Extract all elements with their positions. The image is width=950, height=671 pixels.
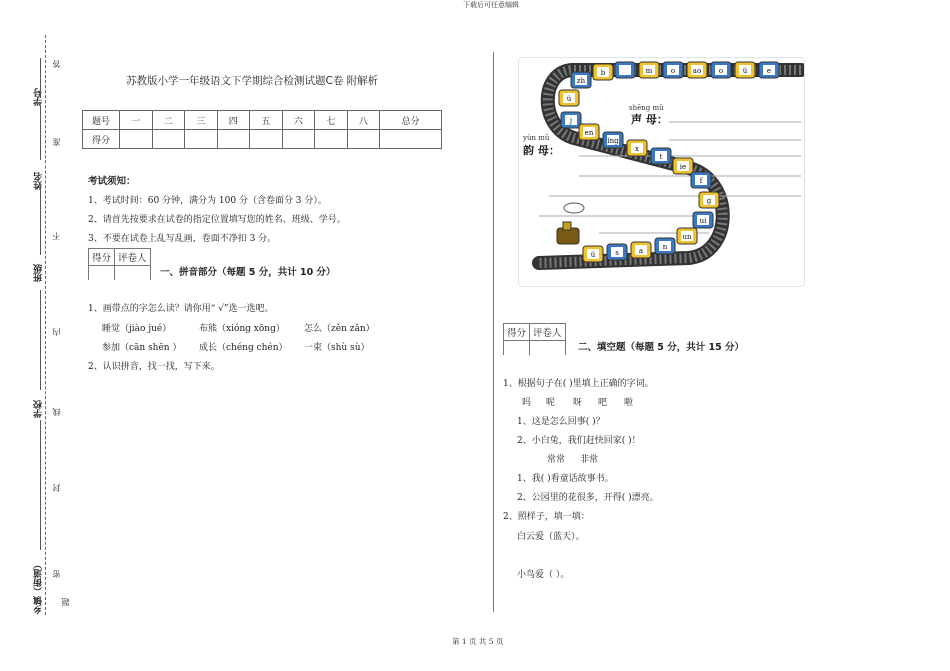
score-table-score-row xyxy=(83,130,442,149)
notes-item-1: 1、考试时间：60 分钟，满分为 100 分（含卷面分 3 分）。 xyxy=(88,196,327,206)
pinyin-block-label: un xyxy=(682,233,692,241)
pinyin-block-window xyxy=(619,65,631,75)
grader-reviewer-cell[interactable] xyxy=(115,266,151,281)
binding-mark-da: 答 xyxy=(52,60,61,68)
pinyin-train-svg xyxy=(519,58,804,286)
pinyin-block-label: ui xyxy=(699,217,707,225)
fill-sentence-2[interactable]: 2、小白兔，我们赶快回家( )！ xyxy=(517,436,641,446)
section1-heading: 一、拼音部分（每题 5 分，共计 10 分） xyxy=(160,267,336,278)
pinyin-block-label: o xyxy=(718,67,724,75)
score-col-4: 四 xyxy=(217,111,250,130)
score-col-total: 总分 xyxy=(380,111,442,130)
train-smoke xyxy=(564,203,584,213)
pinyin-block-label: g xyxy=(706,197,712,205)
notes-heading: 考试须知： xyxy=(88,176,136,187)
notes-item-2: 2、请首先按要求在试卷的指定位置填写您的姓名、班级、学号。 xyxy=(88,215,346,225)
section2-q2: 2、照样子，填一填： xyxy=(503,512,590,522)
grader-box-2 xyxy=(503,323,566,355)
fill-sentence-1[interactable]: 1、这是怎么回事( )？ xyxy=(517,417,605,427)
fill-sentence-4[interactable]: 2、公园里的花很多，开得( )漂亮。 xyxy=(517,493,659,503)
pinyin-block-label: en xyxy=(584,129,594,137)
section1-q2: 2、认识拼音，找一找，写下来。 xyxy=(88,362,220,372)
yunmu-label: 韵 母： xyxy=(523,144,560,157)
grader-box-1 xyxy=(88,248,151,280)
word-choice: 非常 xyxy=(580,455,599,465)
grader-score-label: 得分 xyxy=(504,324,530,341)
notes-item-3: 3、不要在试卷上乱写乱画，卷面不净扣 3 分。 xyxy=(88,234,277,244)
grader-score-cell[interactable] xyxy=(504,341,530,356)
word-choice: 啦 xyxy=(624,398,634,408)
score-col-8: 八 xyxy=(347,111,380,130)
pinyin-option-1[interactable]: 睡觉（jiào jué） xyxy=(102,324,172,334)
header-note: 下载后可任意编辑 xyxy=(463,1,519,9)
binding-mark-ti: 题 xyxy=(61,598,70,606)
grader-score-cell[interactable] xyxy=(89,266,115,281)
pinyin-block-label: x xyxy=(635,145,639,153)
pinyin-option-6[interactable]: 一束（shù sù） xyxy=(304,343,370,353)
binding-mark-mi: 密 xyxy=(52,570,61,578)
pinyin-option-3[interactable]: 怎么（zěn zǎn） xyxy=(304,324,375,334)
score-cell[interactable] xyxy=(185,130,218,149)
example-sentence: 白云爱（蓝天）。 xyxy=(517,532,585,542)
score-cell[interactable] xyxy=(120,130,153,149)
word-choice: 呀 xyxy=(573,398,583,408)
pinyin-block-label: f xyxy=(699,177,703,185)
fill-sentence-3[interactable]: 1、我( )看童话故事书。 xyxy=(517,474,614,484)
pinyin-block-label: e xyxy=(766,67,772,75)
pinyin-option-5[interactable]: 成长（chéng chén） xyxy=(199,343,288,353)
section2-heading: 二、填空题（每题 5 分，共计 15 分） xyxy=(578,342,745,353)
score-cell[interactable] xyxy=(282,130,315,149)
score-cell[interactable] xyxy=(152,130,185,149)
score-cell[interactable] xyxy=(217,130,250,149)
fill-line-4 xyxy=(40,420,41,550)
binding-mark-feng: 封 xyxy=(52,484,61,492)
student-id-label: 学号 xyxy=(34,88,44,106)
score-col-6: 六 xyxy=(282,111,315,130)
fill-line-2 xyxy=(40,185,41,255)
pinyin-block-label: ao xyxy=(692,67,702,75)
class-label: 班级 xyxy=(34,264,44,282)
pinyin-train-illustration xyxy=(518,57,805,287)
word-choice: 呢 xyxy=(546,398,556,408)
score-cell[interactable] xyxy=(250,130,283,149)
section2-q1: 1、根据句子在( )里填上正确的字词。 xyxy=(503,379,654,389)
pinyin-option-4[interactable]: 参加（cān shēn ） xyxy=(102,343,182,353)
pinyin-block-label: s xyxy=(615,249,619,257)
column-divider xyxy=(493,52,494,612)
grader-reviewer-label: 评卷人 xyxy=(115,249,151,266)
binding-dashed-line xyxy=(45,35,46,615)
grader-reviewer-label: 评卷人 xyxy=(530,324,566,341)
pinyin-block-label: a xyxy=(638,247,644,255)
pinyin-block-label: ing xyxy=(607,137,619,145)
binding-mark-zhun: 准 xyxy=(52,138,61,146)
binding-mark-xian: 线 xyxy=(52,408,61,416)
grader-reviewer-cell[interactable] xyxy=(530,341,566,356)
score-col-3: 三 xyxy=(185,111,218,130)
pinyin-block-label: b xyxy=(600,69,606,77)
pinyin-blocks xyxy=(559,62,779,262)
student-id-line xyxy=(40,58,41,98)
pinyin-block-label: o xyxy=(670,67,676,75)
name-label: 姓名 xyxy=(34,172,44,190)
word-choice: 常常 xyxy=(547,455,566,465)
score-table-header-row xyxy=(83,111,442,130)
pinyin-block-label: ie xyxy=(679,163,687,171)
township-label: 乡镇（街道） xyxy=(34,560,44,614)
word-choice: 吗 xyxy=(522,398,532,408)
score-col-5: 五 xyxy=(250,111,283,130)
score-cell[interactable] xyxy=(315,130,348,149)
pinyin-block-label: n xyxy=(662,243,668,251)
pinyin-option-2[interactable]: 布熊（xióng xōng） xyxy=(199,324,285,334)
fill-sentence-5[interactable]: 小鸟爱（ ）。 xyxy=(517,570,570,580)
exam-title: 苏教版小学一年级语文下学期综合检测试题C卷 附解析 xyxy=(126,75,379,87)
score-col-2: 二 xyxy=(152,111,185,130)
shengmu-pinyin: shēng mǔ xyxy=(629,104,664,112)
pinyin-block-label: m xyxy=(645,67,653,75)
school-label: 学校 xyxy=(34,400,44,418)
score-col-1: 一 xyxy=(120,111,153,130)
fill-line-3 xyxy=(40,290,41,390)
binding-mark-bu: 不 xyxy=(52,232,61,240)
binding-mark-nei: 内 xyxy=(52,328,61,336)
pinyin-block-label: ü xyxy=(742,67,748,75)
pinyin-block-label: ü xyxy=(590,251,596,259)
score-table xyxy=(82,110,442,149)
fill-line-1 xyxy=(40,105,41,160)
word-choice: 吧 xyxy=(598,398,608,408)
score-cell[interactable] xyxy=(380,130,442,149)
pinyin-block-label: zh xyxy=(576,77,586,85)
score-col-7: 七 xyxy=(315,111,348,130)
pinyin-block-label: j xyxy=(569,117,573,125)
shengmu-label: 声 母： xyxy=(631,113,668,126)
grader-score-label: 得分 xyxy=(89,249,115,266)
pinyin-block-label: ü xyxy=(566,95,572,103)
train-chimney xyxy=(563,222,571,230)
section1-q1: 1、画带点的字怎么读？请你用“ √”选一选吧。 xyxy=(88,304,274,314)
yunmu-pinyin: yùn mǔ xyxy=(523,134,550,142)
pinyin-block-label: t xyxy=(659,153,663,161)
score-col-label: 题号 xyxy=(83,111,120,130)
score-cell[interactable] xyxy=(347,130,380,149)
score-row-label: 得分 xyxy=(83,130,120,149)
footer-page-number: 第 1 页 共 5 页 xyxy=(452,637,504,646)
